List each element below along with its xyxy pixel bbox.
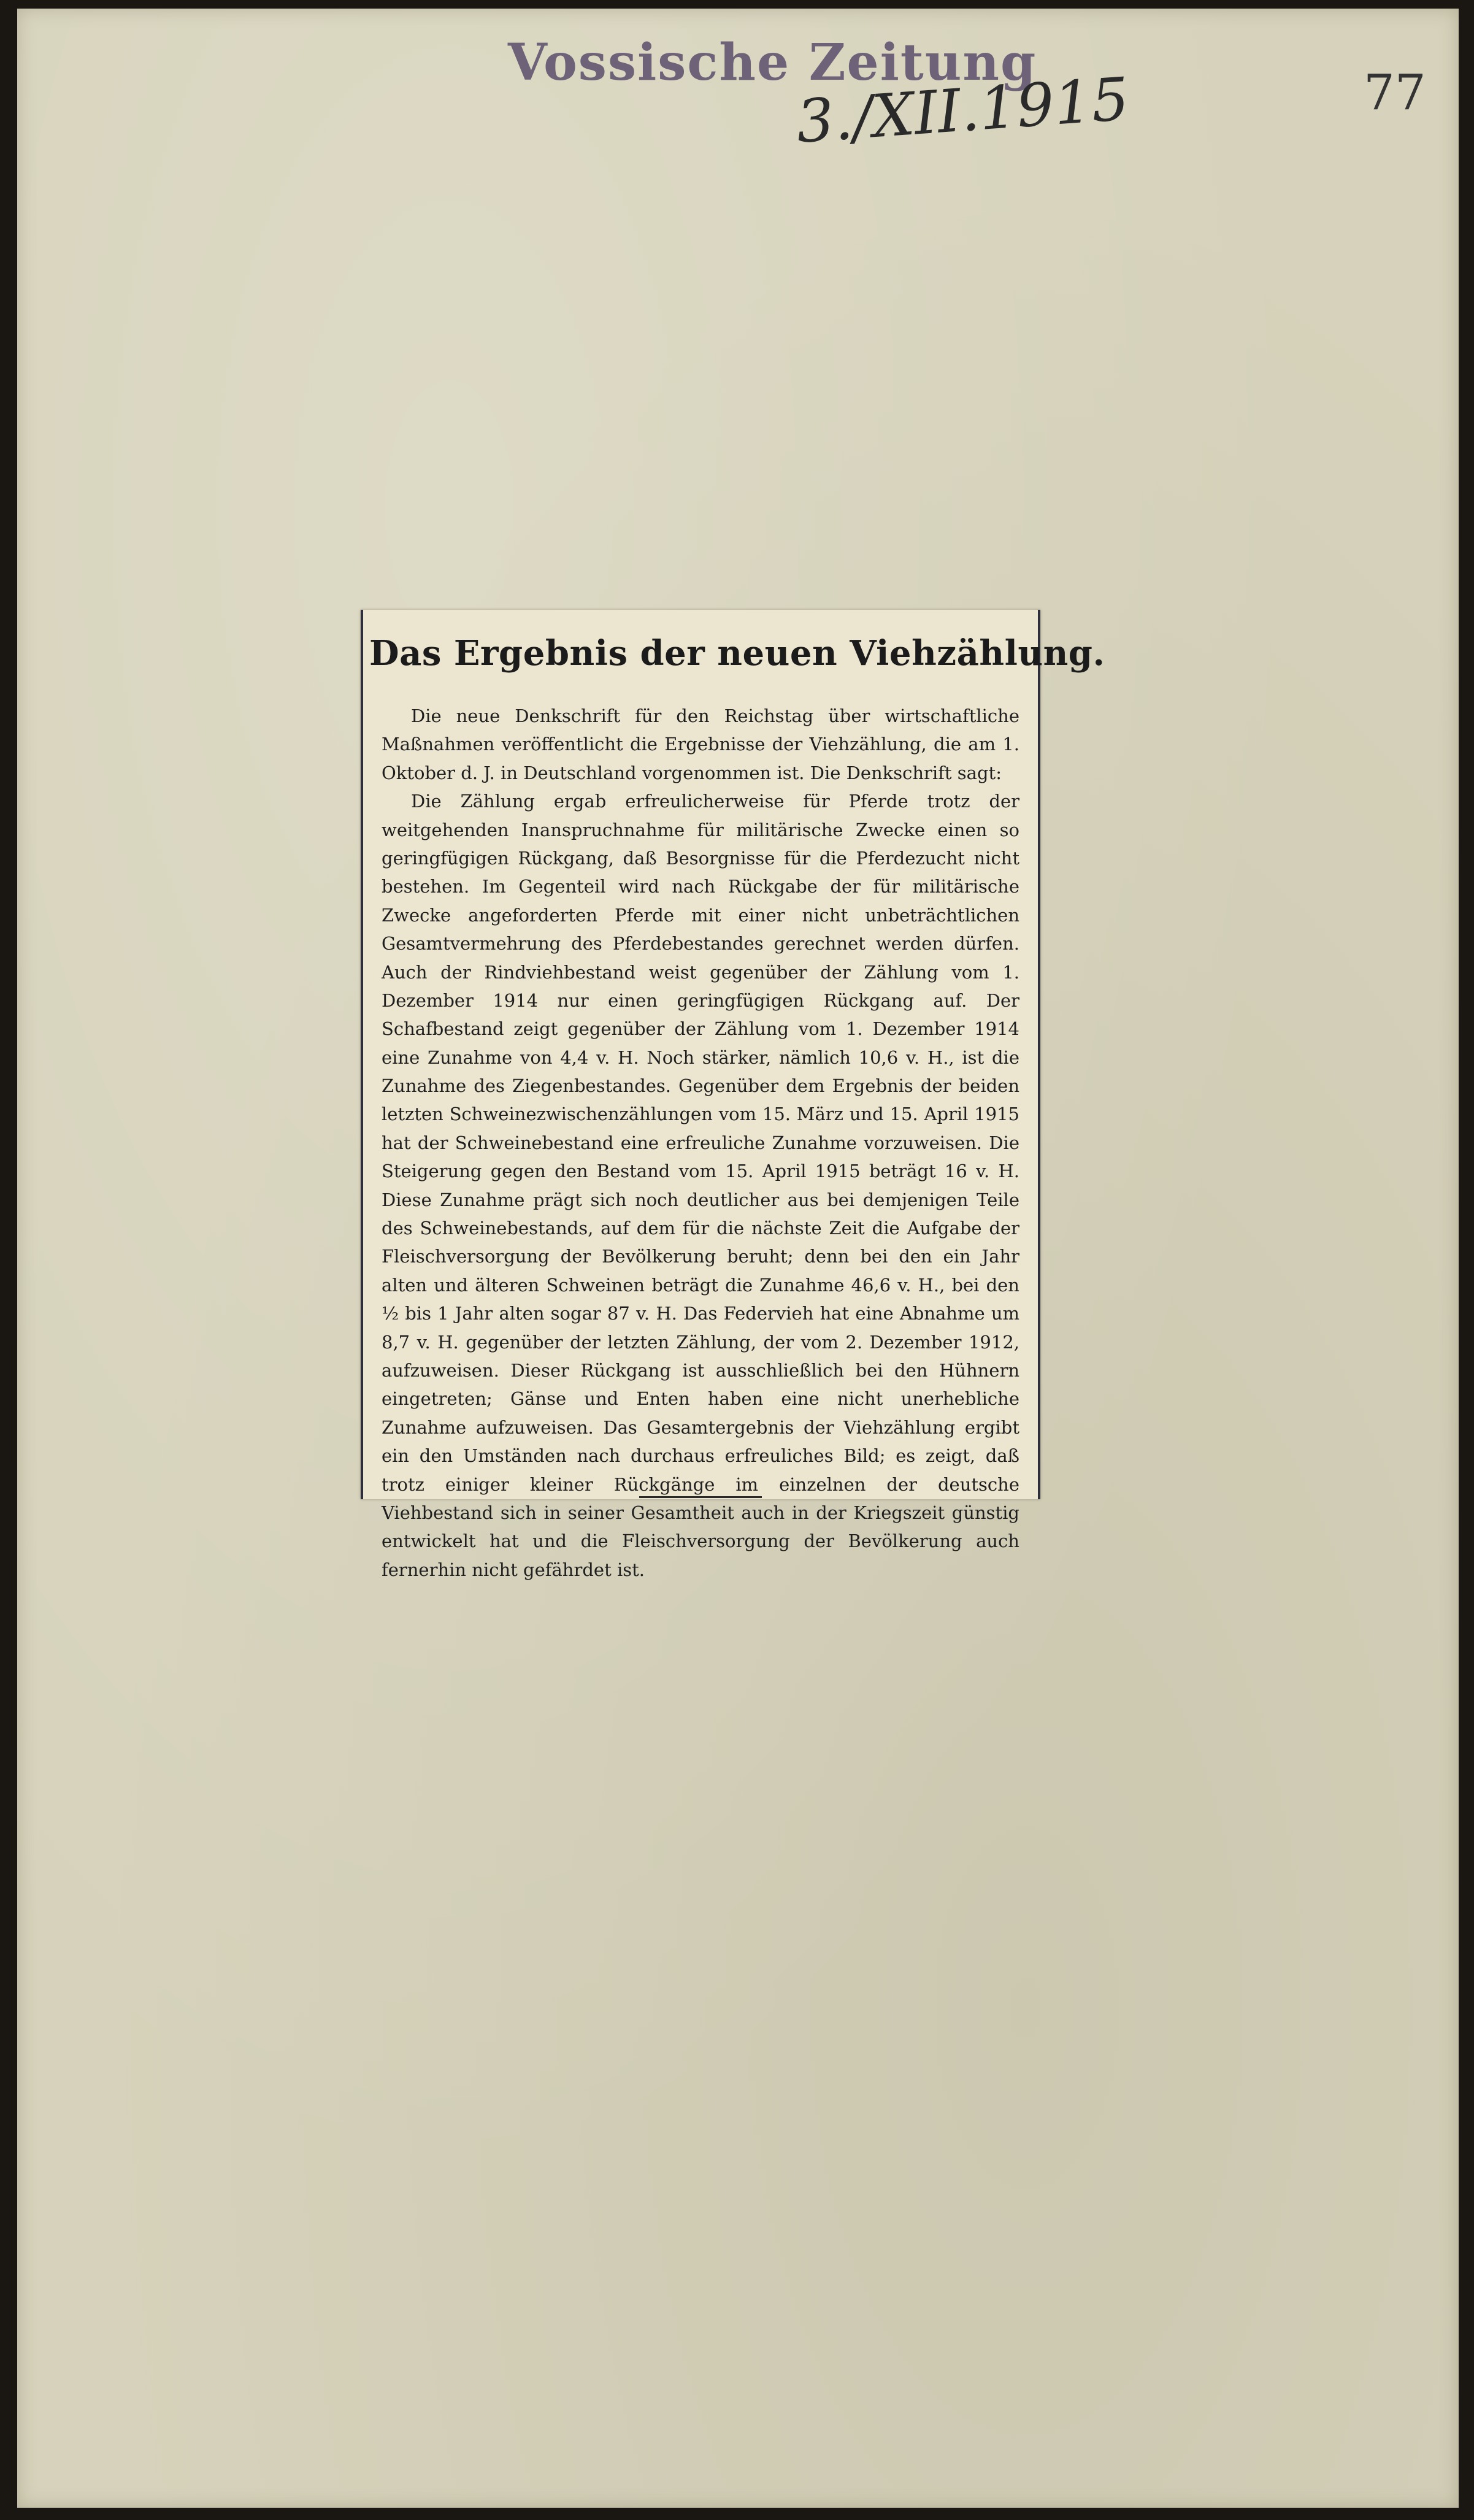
clipping-body xyxy=(382,702,1019,1584)
newspaper-stamp: Vossische Zeitung xyxy=(508,33,1037,92)
clipping-title: Das Ergebnis der neuen Viehzählung. xyxy=(369,633,1105,674)
page-number: 77 xyxy=(1364,64,1426,121)
clipping-paragraph-main: Die Zählung ergab erfreulicherweise für Pferde trotz der weitgehenden Inanspruchnahme für militärische Zwecke einen so geringfügigen Rückgang, daß Besorgnisse für die Pferdezucht nicht bestehen. Im Gegenteil wird nach Rückgabe der für militärische Zwecke angeforderten Pferde mit einer nicht unbeträchtlichen Gesamtvermehrung des Pferdebestandes gerechnet werden dürfen. Auch der Rindviehbestand weist gegenüber der Zählung vom 1. Dezember 1914 nur einen geringfügigen Rückgang auf. Der Schafbestand zeigt gegenüber der Zählung vom 1. Dezember 1914 eine Zunahme von 4,4 v. H. Noch stärker, nämlich 10,6 v. H., ist die Zunahme des Ziegenbestandes. Gegenüber dem Ergebnis der beiden letzten Schweinezwischenzählungen vom 15. März und 15. April 1915 hat der Schweinebestand eine erfreuliche Zunahme vorzuweisen. Die Steigerung gegen den Bestand vom 15. April 1915 beträgt 16 v. H. Diese Zunahme prägt sich noch deutlicher aus bei demjenigen Teile des Schweinebestands, auf dem für die nächste Zeit die Aufgabe der Fleischversorgung der Bevölkerung beruht; denn bei den ein Jahr alten und älteren Schweinen beträgt die Zunahme 46,6 v. H., bei den ½ bis 1 Jahr alten sogar 87 v. H. Das Federvieh hat eine Abnahme um 8,7 v. H. gegenüber der letzten Zählung, der vom 2. Dezember 1912, aufzuweisen. Dieser Rückgang ist ausschließlich bei den Hühnern eingetreten; Gänse und Enten haben eine nicht unerhebliche Zunahme aufzuweisen. Das Gesamtergebnis der Viehzählung ergibt ein den Umständen nach durchaus erfreuliches Bild; es zeigt, daß trotz einiger kleiner Rückgänge im einzelnen der deutsche Viehbestand sich in seiner Gesamtheit auch in der Kriegszeit günstig entwickelt hat und die Fleischversorgung der Bevölkerung auch fernerhin nicht gefährdet ist. xyxy=(382,791,1019,1580)
handwritten-date: 3./XII.1915 xyxy=(794,64,1132,156)
archive-sheet xyxy=(17,9,1459,2508)
clipping-paragraph-intro: Die neue Denkschrift für den Reichstag über wirtschaftliche Maßnahmen veröffentlicht die Ergebnisse der Viehzählung, die am 1. Oktober d. J. in Deutschland vorgenommen ist. Die Denkschrift sagt: xyxy=(382,705,1019,783)
newspaper-clipping xyxy=(361,610,1105,1580)
closing-rule xyxy=(639,1496,762,1498)
